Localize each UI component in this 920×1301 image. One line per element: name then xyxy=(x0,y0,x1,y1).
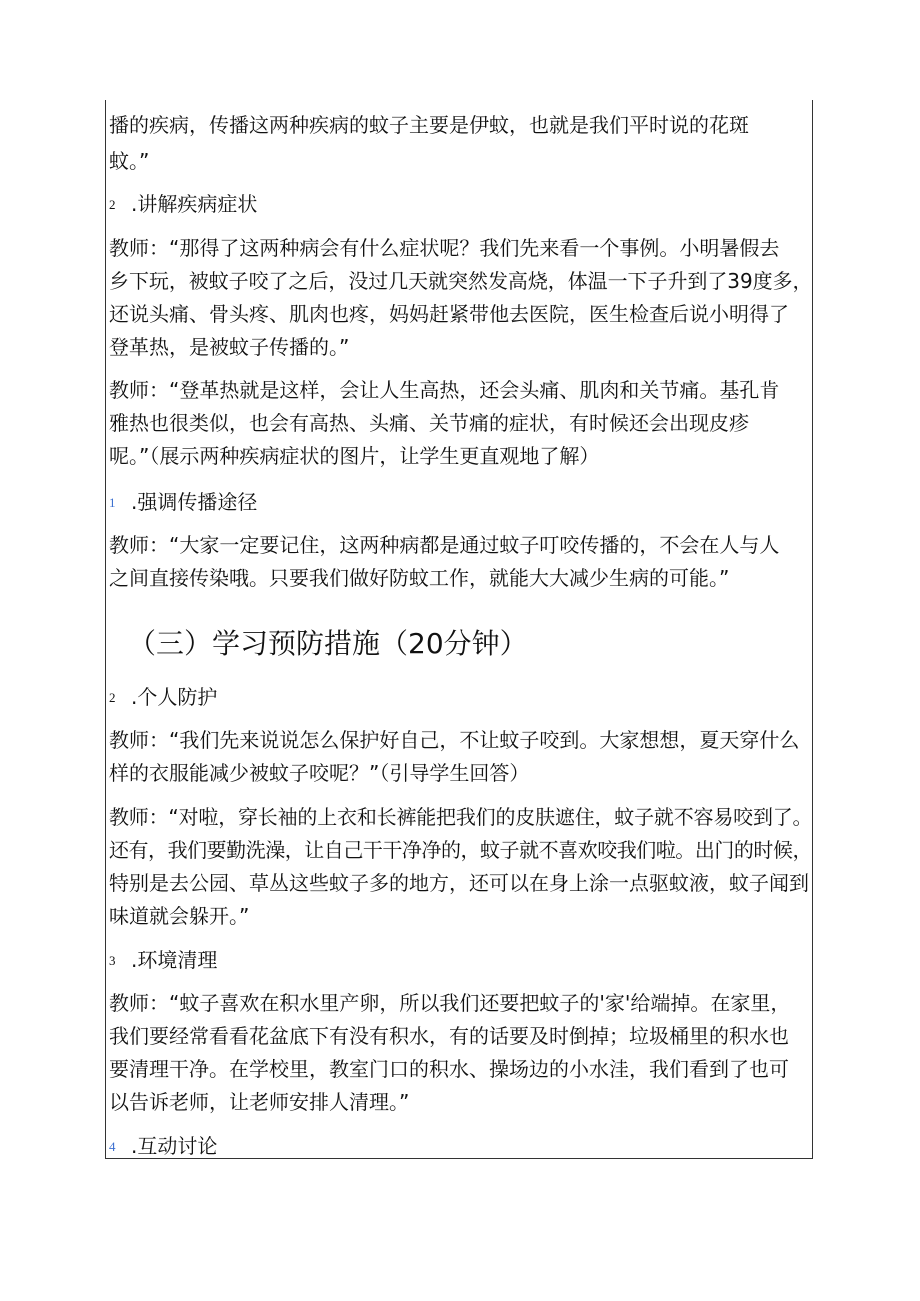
subheading-number: 4 xyxy=(109,1139,116,1154)
paragraph-line: 教师：“蚊子喜欢在积水里产卵，所以我们还要把蚊子的'家'给端掉。在家里， xyxy=(109,991,791,1015)
subheading-text: .强调传播途径 xyxy=(131,490,258,514)
paragraph-line: 特别是去公园、草丛这些蚊子多的地方，还可以在身上涂一点驱蚊液，蚊子闻到 xyxy=(109,871,809,895)
paragraph-line: 味道就会躲开。” xyxy=(109,904,250,928)
paragraph-line: 蚊。” xyxy=(109,149,150,173)
paragraph-line: 以告诉老师，让老师安排人清理。” xyxy=(109,1090,410,1114)
paragraph-line: 教师：“那得了这两种病会有什么症状呢？我们先来看一个事例。小明暑假去 xyxy=(109,236,780,260)
subheading-discussion xyxy=(109,1132,217,1161)
subheading-text: .环境清理 xyxy=(131,948,218,972)
paragraph-line: 还有，我们要勤洗澡，让自己干干净净的，蚊子就不喜欢咬我们啦。出门的时候， xyxy=(109,838,812,862)
subheading-symptoms xyxy=(109,190,257,219)
paragraph-line: 我们要经常看看花盆底下有没有积水，有的话要及时倒掉；垃圾桶里的积水也 xyxy=(109,1024,789,1048)
paragraph-line: 要清理干净。在学校里，教室门口的积水、操场边的小水洼，我们看到了也可 xyxy=(109,1057,789,1081)
paragraph-line: 教师：“对啦，穿长袖的上衣和长裤能把我们的皮肤遮住，蚊子就不容易咬到了。 xyxy=(109,805,813,829)
subheading-text: .互动讨论 xyxy=(131,1134,218,1158)
paragraph-line: 之间直接传染哦。只要我们做好防蚊工作，就能大大减少生病的可能。” xyxy=(109,566,730,590)
paragraph-line: 雅热也很类似，也会有高热、头痛、关节痛的症状，有时候还会出现皮疹 xyxy=(109,411,749,435)
subheading-personal-protection xyxy=(109,683,217,712)
paragraph-line: 教师：“登革热就是这样，会让人生高热，还会头痛、肌肉和关节痛。基孔肯 xyxy=(109,378,780,402)
subheading-text: .讲解疾病症状 xyxy=(131,192,258,216)
paragraph-line: 登革热，是被蚊子传播的。” xyxy=(109,335,350,359)
subheading-text: .个人防护 xyxy=(131,685,218,709)
paragraph-line: 乡下玩，被蚊子咬了之后，没过几天就突然发高烧，体温一下子升到了39度多， xyxy=(109,269,813,293)
subheading-transmission xyxy=(109,488,257,517)
paragraph-line: 教师：“大家一定要记住，这两种病都是通过蚊子叮咬传播的，不会在人与人 xyxy=(109,533,780,557)
paragraph-line: 呢。”（展示两种疾病症状的图片，让学生更直观地了解） xyxy=(109,444,600,468)
subheading-number: 3 xyxy=(109,953,116,968)
paragraph-line: 还说头痛、骨头疼、肌肉也疼，妈妈赶紧带他去医院，医生检查后说小明得了 xyxy=(109,302,789,326)
subheading-number: 1 xyxy=(109,495,116,510)
paragraph-line: 样的衣服能减少被蚊子咬呢？”（引导学生回答） xyxy=(109,761,530,785)
subheading-number: 2 xyxy=(109,690,116,705)
paragraph-line: 播的疾病，传播这两种疾病的蚊子主要是伊蚊，也就是我们平时说的花斑 xyxy=(109,113,749,137)
subheading-number: 2 xyxy=(109,197,116,212)
section-title: （三）学习预防措施（20分钟） xyxy=(128,627,528,660)
paragraph-line: 教师：“我们先来说说怎么保护好自己，不让蚊子咬到。大家想想，夏天穿什么 xyxy=(109,728,800,752)
subheading-environment xyxy=(109,946,217,975)
